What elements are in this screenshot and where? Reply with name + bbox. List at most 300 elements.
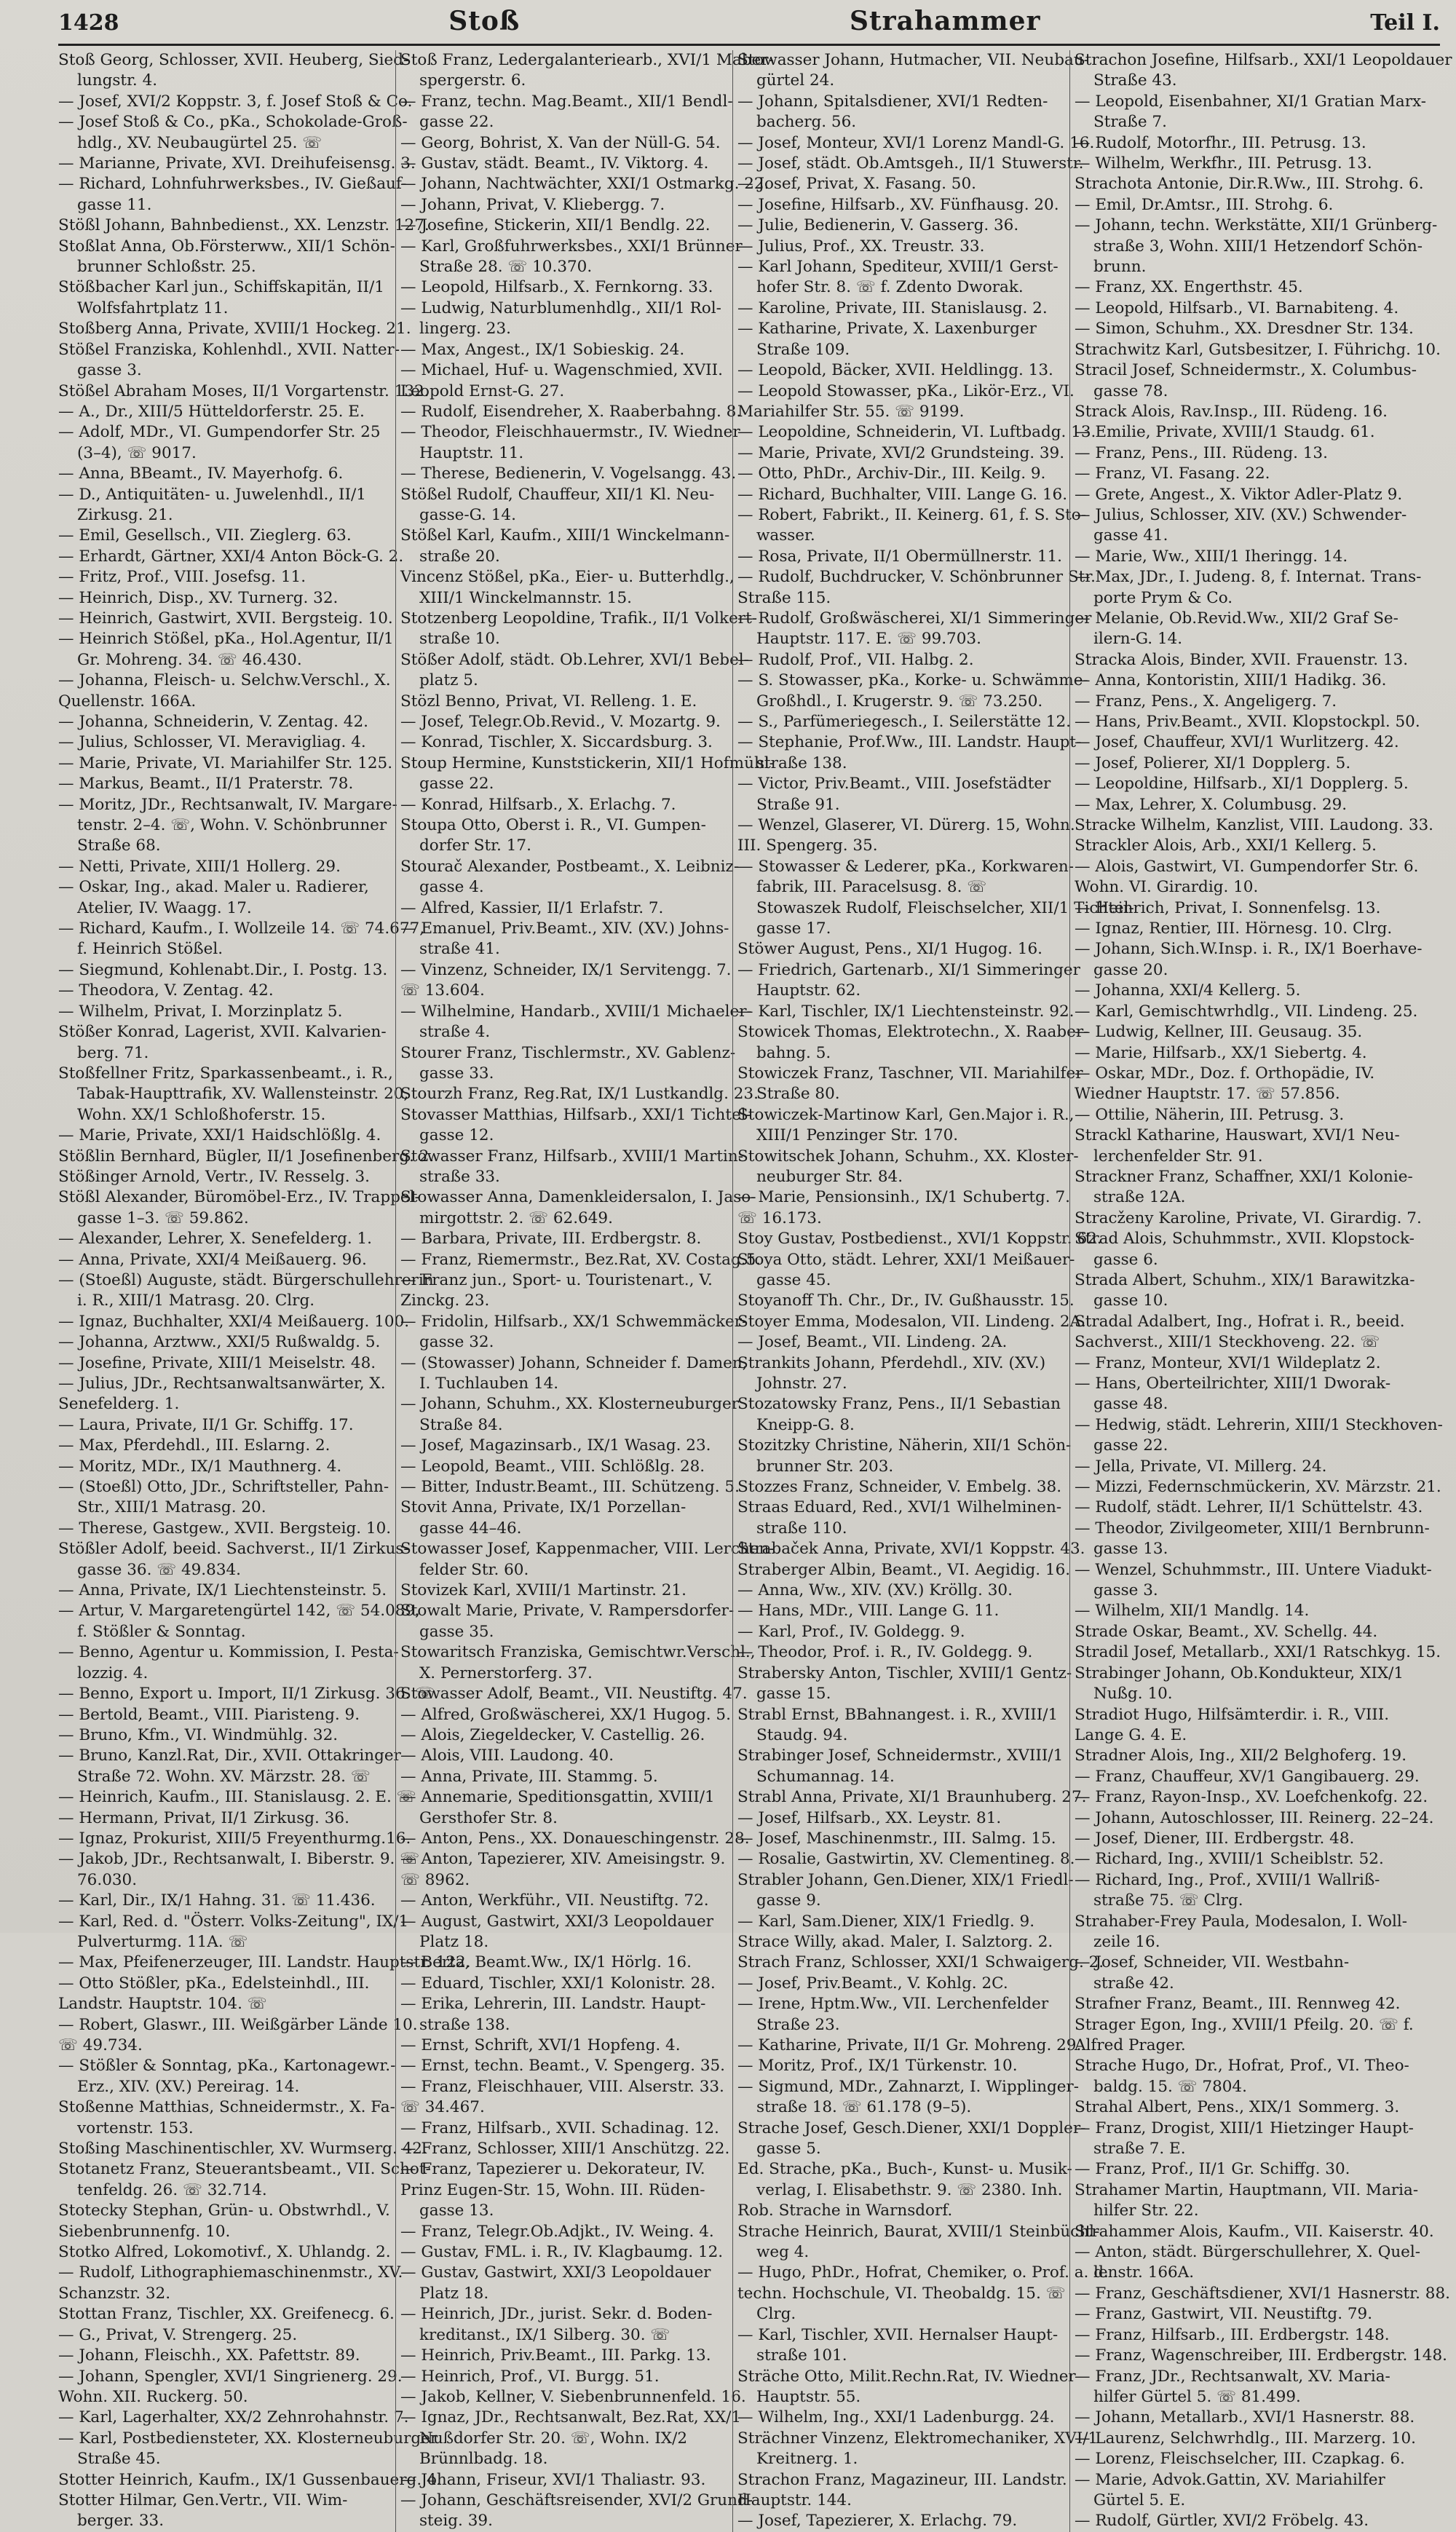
directory-line: Leopold Ernst-G. 27. (400, 381, 565, 400)
directory-line: — Emil, Dr.Amtsr., III. Strohg. 6. (1075, 195, 1334, 214)
directory-line: gasse 13. (419, 2201, 494, 2220)
directory-line: — Konrad, Tischler, X. Siccardsburg. 3. (400, 733, 713, 752)
directory-line: Strahal Albert, Pens., XIX/1 Sommerg. 3. (1075, 2098, 1400, 2117)
directory-line: straße 20. (419, 547, 500, 566)
directory-line: — Johann, Friseur, XVI/1 Thaliastr. 93. (400, 2470, 706, 2489)
directory-line: — Jakob, JDr., Rechtsanwalt, I. Biberstr. 9. ☏ (58, 1850, 420, 1869)
directory-line: — Max, Pfeifenerzeuger, III. Landstr. Hauptstr. 122. (58, 1953, 471, 1972)
directory-line: Stotko Alfred, Lokomotivf., X. Uhlandg. 2. (58, 2243, 391, 2262)
directory-line: — Marie, Private, VI. Mariahilfer Str. 125. (58, 753, 393, 772)
directory-line: gasse 20. (1093, 960, 1168, 979)
directory-line: — Bertold, Beamt., VIII. Piaristeng. 9. (58, 1705, 360, 1724)
directory-line: Strachwitz Karl, Gutsbesitzer, I. Führichg. 10. (1075, 340, 1441, 359)
directory-line: — Richard, Ing., Prof., XVIII/1 Wallriß- (1075, 1870, 1380, 1889)
directory-line: — Bitter, Industr.Beamt., III. Schützeng. 5. (400, 1478, 740, 1497)
directory-line: — Heinrich, Priv.Beamt., III. Parkg. 13. (400, 2346, 711, 2365)
directory-line: — Bruno, Kanzl.Rat, Dir., XVII. Ottakringer (58, 1746, 401, 1765)
directory-line: — Anna, Private, IX/1 Liechtensteinstr. 5. (58, 1581, 387, 1600)
directory-line: Strache Hugo, Dr., Hofrat, Prof., VI. Theo- (1075, 2057, 1409, 2076)
directory-line: dorfer Str. 17. (419, 836, 531, 855)
directory-line: — Rudolf, städt. Lehrer, II/1 Schüttelstr. 43. (1075, 1498, 1423, 1517)
directory-line: — Rudolf, Gürtler, XVI/2 Fröbelg. 43. (1075, 2512, 1369, 2531)
directory-line: — Sigmund, MDr., Zahnarzt, I. Wipplinger- (737, 2077, 1079, 2096)
directory-line: — Leopold, Hilfsarb., VI. Barnabiteng. 4. (1075, 298, 1399, 317)
directory-line: Stoyer Emma, Modesalon, VII. Lindeng. 2A. (737, 1312, 1086, 1331)
directory-line: — Stowasser & Lederer, pKa., Korkwaren- (737, 857, 1075, 876)
directory-line: Stotter Heinrich, Kaufm., IX/1 Gussenbauerg. 4. (58, 2470, 442, 2489)
directory-line: — Gustav, FML. i. R., IV. Klagbaumg. 12. (400, 2243, 724, 2262)
directory-line: — Therese, Bedienerin, V. Vogelsangg. 43. (400, 464, 737, 483)
directory-line: Stotanetz Franz, Steuerantsbeamt., VII. Schot- (58, 2160, 431, 2179)
directory-line: XIII/1 Winckelmannstr. 15. (419, 588, 633, 607)
directory-line: — Theodor, Fleischhauermstr., IV. Wiedner (400, 423, 740, 442)
directory-line: Platz 18. (419, 2284, 489, 2303)
directory-line: — Johann, Spengler, XVI/1 Singrienerg. 29. (58, 2367, 403, 2386)
directory-line: Hauptstr. 62. (756, 981, 861, 1000)
directory-line: gasse 5. (756, 2140, 821, 2159)
directory-line: — Karl, Großfuhrwerksbes., XXI/1 Brünner (400, 237, 743, 256)
directory-line: Schumannag. 14. (756, 1767, 895, 1786)
directory-line: — Hedwig, städt. Lehrerin, XIII/1 Steckhoven- (1075, 1415, 1443, 1434)
directory-line: — Rudolf, Eisendreher, X. Raaberbahng. 8. (400, 402, 742, 421)
directory-line: — Max, JDr., I. Judeng. 8, f. Internat. Trans- (1075, 568, 1422, 587)
directory-line: ☏ 8962. (400, 1870, 470, 1889)
directory-line: — Georg, Bohrist, X. Van der Nüll-G. 54. (400, 133, 721, 152)
directory-line: — Erhardt, Gärtner, XXI/4 Anton Böck-G. 2. (58, 547, 404, 566)
directory-line: — August, Gastwirt, XXI/3 Leopoldauer (400, 1912, 714, 1931)
directory-line: Landstr. Hauptstr. 104. ☏ (58, 1995, 267, 2014)
directory-line: — Wenzel, Schuhmmstr., III. Untere Viadukt- (1075, 1560, 1432, 1579)
directory-line: Straße 80. (756, 1085, 840, 1104)
directory-line: — Heinrich, Disp., XV. Turnerg. 32. (58, 588, 339, 607)
directory-line: Stourač Alexander, Postbeamt., X. Leibniz- (400, 857, 740, 876)
directory-line: gasse 41. (1093, 526, 1168, 545)
directory-line: — Karl, Postbediensteter, XX. Klosterneuburger (58, 2429, 438, 2448)
directory-line: lozzig. 4. (77, 1663, 149, 1682)
directory-line: — Hugo, PhDr., Hofrat, Chemiker, o. Prof. a. d. (737, 2263, 1109, 2282)
directory-line: Stowicek Thomas, Elektrotechn., X. Raaber- (737, 1023, 1089, 1042)
directory-line: gasse 48. (1093, 1395, 1168, 1414)
directory-line: berg. 71. (77, 1043, 149, 1062)
directory-line: — Franz, Chauffeur, XV/1 Gangibauerg. 29. (1075, 1767, 1420, 1786)
directory-line: — Wilhelmine, Handarb., XVIII/1 Michaeler- (400, 1002, 752, 1021)
directory-line: ☏ 34.467. (400, 2098, 485, 2117)
directory-line: (3–4), ☏ 9017. (77, 443, 197, 462)
directory-line: — Max, Angest., IX/1 Sobieskig. 24. (400, 340, 685, 359)
directory-line: Stoßfellner Fritz, Sparkassenbeamt., i. R., (58, 1064, 393, 1083)
directory-line: — Ludwig, Naturblumenhdlg., XII/1 Rol- (400, 298, 721, 317)
directory-line: Stößel Karl, Kaufm., XIII/1 Winckelmann- (400, 526, 730, 545)
directory-line: — Franz, Rayon-Insp., XV. Loefchenkofg. 22. (1075, 1788, 1428, 1807)
directory-line: — Johann, Sich.W.Insp. i. R., IX/1 Boerhave- (1075, 940, 1423, 959)
directory-line: — Jella, Private, VI. Millerg. 24. (1075, 1457, 1327, 1476)
directory-line: ☏ 16.173. (737, 1208, 822, 1227)
directory-line: Staudg. 94. (756, 1725, 848, 1744)
directory-line: Stößel Franziska, Kohlenhdl., XVII. Natter- (58, 340, 400, 359)
directory-line: Strahamer Martin, Hauptmann, VII. Maria- (1075, 2180, 1419, 2199)
directory-line: — Annemarie, Speditionsgattin, XVIII/1 (400, 1788, 715, 1807)
directory-line: Strackner Franz, Schaffner, XXI/1 Kolonie- (1075, 1167, 1413, 1186)
directory-line: — Johann, Nachtwächter, XXI/1 Ostmarkg. 22. (400, 175, 769, 194)
directory-line: — Josef, Monteur, XVI/1 Lorenz Mandl-G. 16. (737, 133, 1095, 152)
directory-line: — Franz, JDr., Rechtsanwalt, XV. Maria- (1075, 2367, 1390, 2386)
directory-line: Kneipp-G. 8. (756, 1415, 855, 1434)
directory-line: porte Prym & Co. (1093, 588, 1233, 607)
directory-line: gasse 15. (756, 1685, 831, 1704)
directory-line: Stowaritsch Franziska, Gemischtwr.Verschl., (400, 1643, 756, 1662)
directory-line: Straße 91. (756, 795, 840, 814)
directory-line: gasse 44–46. (419, 1519, 522, 1538)
directory-line: — Alfred, Kassier, II/1 Erlafstr. 7. (400, 898, 664, 917)
directory-line: Stowaszek Rudolf, Fleischselcher, XII/1 Tichtel- (756, 898, 1134, 917)
directory-line: — Leopold, Eisenbahner, XI/1 Gratian Marx- (1075, 92, 1427, 111)
page-header (58, 6, 1440, 46)
directory-line: Str., XIII/1 Matrasg. 20. (77, 1498, 266, 1517)
directory-line: — G., Privat, V. Strengerg. 25. (58, 2325, 298, 2344)
directory-line: Platz 18. (419, 1932, 489, 1951)
directory-line: — Alfred, Großwäscherei, XX/1 Hugog. 5. (400, 1705, 731, 1724)
directory-line: Stourzh Franz, Reg.Rat, IX/1 Lustkandlg. 23. (400, 1085, 759, 1104)
directory-line: Strackler Alois, Arb., XXI/1 Kellerg. 5. (1075, 836, 1377, 855)
directory-line: — Theodor, Zivilgeometer, XIII/1 Bernbrunn- (1075, 1519, 1430, 1538)
directory-line: — Marie, Advok.Gattin, XV. Mariahilfer (1075, 2470, 1385, 2489)
directory-line: — Wilhelm, Ing., XXI/1 Ladenburgg. 24. (737, 2408, 1055, 2427)
directory-line: — Rudolf, Lithographiemaschinenmstr., XV. (58, 2263, 403, 2282)
directory-line: Ed. Strache, pKa., Buch-, Kunst- u. Musik- (737, 2160, 1072, 2179)
directory-line: straße 101. (756, 2346, 847, 2365)
directory-line: Stozzes Franz, Schneider, V. Embelg. 38. (737, 1478, 1062, 1497)
directory-line: — Karl, Tischler, IX/1 Liechtensteinstr. 92. (737, 1002, 1075, 1021)
directory-line: — Josef, XVI/2 Koppstr. 3, f. Josef Stoß & Co. (58, 92, 413, 111)
directory-line: — Konrad, Hilfsarb., X. Erlachg. 7. (400, 795, 676, 814)
directory-line: — Franz, Gastwirt, VII. Neustiftg. 79. (1075, 2305, 1373, 2324)
directory-line: — Heinrich, Kaufm., III. Stanislausg. 2. E. ☏ (58, 1788, 416, 1807)
directory-line: Sachverst., XIII/1 Steckhoveng. 22. ☏ (1075, 1333, 1380, 1352)
directory-line: — Richard, Buchhalter, VIII. Lange G. 16. (737, 485, 1068, 504)
directory-line: — Franz, VI. Fasang. 22. (1075, 464, 1270, 483)
directory-line: — Benno, Export u. Import, II/1 Zirkusg. 36. ☏ (58, 1685, 435, 1704)
directory-line: — Johanna, XXI/4 Kellerg. 5. (1075, 981, 1301, 1000)
directory-line: Stoß Franz, Ledergalanteriearb., XVI/1 Maber- (400, 51, 774, 69)
directory-line: Straße 72. Wohn. XV. Märzstr. 28. ☏ (77, 1767, 371, 1786)
directory-line: Wohn. XII. Ruckerg. 50. (58, 2387, 248, 2406)
directory-line: Tabak-Haupttrafik, XV. Wallensteinstr. 20, (77, 1085, 409, 1104)
directory-line: — Ludwig, Kellner, III. Geusaug. 35. (1075, 1023, 1363, 1042)
directory-line: hilfer Str. 22. (1093, 2201, 1199, 2220)
directory-line: gasse 78. (1093, 381, 1168, 400)
directory-line: Gr. Mohreng. 34. ☏ 46.430. (77, 650, 302, 669)
directory-line: Straas Eduard, Red., XVI/1 Wilhelminen- (737, 1498, 1062, 1517)
directory-line: — Josef Stoß & Co., pKa., Schokolade-Groß- (58, 113, 408, 132)
directory-line: Wohn. VI. Girardig. 10. (1075, 878, 1259, 897)
directory-line: — Stephanie, Prof.Ww., III. Landstr. Haupt- (737, 733, 1082, 752)
directory-line: Stotzenberg Leopoldine, Trafik., II/1 Volkert- (400, 609, 757, 628)
directory-line: — Johann, Geschäftsreisender, XVI/2 Grund- (400, 2491, 753, 2509)
directory-line: Strack Alois, Rav.Insp., III. Rüdeng. 16. (1075, 402, 1388, 421)
directory-line: — Marie, Ww., XIII/1 Iheringg. 14. (1075, 547, 1348, 566)
directory-line: — Oskar, Ing., akad. Maler u. Radierer, (58, 878, 369, 897)
directory-line: Strachon Franz, Magazineur, III. Landstr. (737, 2470, 1067, 2489)
directory-line: Strach Franz, Schlosser, XXI/1 Schwaigerg. 2. (737, 1953, 1104, 1972)
directory-line: — Therese, Gastgew., XVII. Bergsteig. 10. (58, 1519, 392, 1538)
directory-line: Strabinger Johann, Ob.Kondukteur, XIX/1 (1075, 1663, 1404, 1682)
directory-line: gasse 45. (756, 1270, 831, 1289)
directory-line: — Julius, JDr., Rechtsanwaltsanwärter, X. (58, 1374, 386, 1393)
directory-line: wasser. (756, 526, 815, 545)
directory-line: — S., Parfümeriegesch., I. Seilerstätte 12. (737, 713, 1071, 731)
directory-line: — Franz, Telegr.Ob.Adjkt., IV. Weing. 4. (400, 2222, 714, 2241)
directory-line: — Melanie, Ob.Revid.Ww., XII/2 Graf Se- (1075, 609, 1398, 628)
directory-line: i. R., XIII/1 Matrasg. 20. Clrg. (77, 1291, 315, 1310)
directory-line: Stowalt Marie, Private, V. Rampersdorfer- (400, 1602, 735, 1621)
directory-line: — Ottilie, Näherin, III. Petrusg. 3. (1075, 1105, 1345, 1124)
directory-line: Wolfsfahrtplatz 11. (77, 298, 229, 317)
directory-line: — Katharine, Private, X. Laxenburger (737, 320, 1037, 339)
directory-line: — Josef, Diener, III. Erdbergstr. 48. (1075, 1829, 1355, 1848)
directory-line: Stradal Adalbert, Ing., Hofrat i. R., beeid. (1075, 1312, 1405, 1331)
directory-line: Kreitnerg. 1. (756, 2450, 858, 2469)
directory-line: Stowasser Franz, Hilfsarb., XVIII/1 Martin- (400, 1147, 743, 1166)
directory-line: — Leopoldine, Schneiderin, VI. Luftbadg. 13. (737, 423, 1096, 442)
directory-line: gasse 33. (419, 1064, 494, 1083)
directory-line: — Karl, Prof., IV. Goldegg. 9. (737, 1622, 965, 1641)
directory-line: steig. 39. (419, 2512, 493, 2531)
directory-line: gasse 35. (419, 1622, 494, 1641)
directory-line: gasse 13. (1093, 1540, 1168, 1559)
directory-line: Stozitzky Christine, Näherin, XII/1 Schön- (737, 1436, 1072, 1455)
directory-line: — Franz, techn. Mag.Beamt., XII/1 Bendl- (400, 92, 733, 111)
directory-line: baldg. 15. ☏ 7804. (1093, 2077, 1247, 2096)
directory-line: — Theodora, V. Zentag. 42. (58, 981, 274, 1000)
directory-line: — Alois, Ziegeldecker, V. Castellig. 26. (400, 1725, 705, 1744)
directory-line: — Eduard, Tischler, XXI/1 Kolonistr. 28. (400, 1974, 716, 1993)
directory-line: — Ernst, techn. Beamt., V. Spengerg. 35. (400, 2057, 726, 2076)
directory-line: zeile 16. (1093, 1932, 1160, 1951)
directory-line: straße 18. ☏ 61.178 (9–5). (756, 2098, 972, 2117)
directory-line: Strackl Katharine, Hauswart, XVI/1 Neu- (1075, 1126, 1400, 1145)
directory-line: Atelier, IV. Waagg. 17. (77, 898, 252, 917)
directory-line: — Emil, Gesellsch., VII. Zieglerg. 63. (58, 526, 352, 545)
directory-line: — Richard, Ing., XVIII/1 Scheiblstr. 52. (1075, 1850, 1384, 1869)
column-4 (1069, 50, 1452, 2532)
directory-line: weg 4. (756, 2243, 810, 2262)
directory-line: — Robert, Glaswr., III. Weißgärber Lände 10. (58, 2015, 418, 2034)
directory-line: — Alexander, Lehrer, X. Senefelderg. 1. (58, 1230, 373, 1249)
directory-line: — (Stowasser) Johann, Schneider f. Damen, (400, 1353, 748, 1372)
directory-line: — Rudolf, Buchdrucker, V. Schönbrunner Str. (737, 568, 1096, 587)
directory-line: — Moritz, MDr., IX/1 Mauthnerg. 4. (58, 1457, 342, 1476)
directory-line: Stozatowsky Franz, Pens., II/1 Sebastian (737, 1395, 1061, 1414)
directory-line: f. Stößler & Sonntag. (77, 1622, 246, 1641)
directory-line: — Anton, städt. Bürgerschullehrer, X. Quel- (1075, 2243, 1421, 2262)
directory-line: fabrik, III. Paracelsusg. 8. ☏ (756, 878, 987, 897)
directory-line: — Karl, Gemischtwrhdlg., VII. Lindeng. 25. (1075, 1002, 1418, 1021)
directory-line: straße 33. (419, 1167, 500, 1186)
directory-line: — Johann, Schuhm., XX. Klosterneuburger (400, 1395, 740, 1414)
directory-line: — Karl, Red. d. "Österr. Volks-Zeitung", IX/1 (58, 1912, 409, 1931)
directory-line: Straße 84. (419, 1415, 503, 1434)
directory-line: gürtel 24. (756, 71, 835, 90)
directory-line: — Johann, techn. Werkstätte, XII/1 Grünberg- (1075, 216, 1438, 235)
directory-line: Mariahilfer Str. 55. ☏ 9199. (737, 402, 965, 421)
directory-line: — Josef, Privat, X. Fasang. 50. (737, 175, 976, 194)
directory-columns (58, 50, 1452, 2531)
directory-line: straße 75. ☏ Clrg. (1093, 1891, 1243, 1910)
directory-line: Hauptstr. 11. (419, 443, 524, 462)
directory-line: — Marie, Private, XXI/1 Haidschlößlg. 4. (58, 1126, 381, 1145)
directory-line: — Rudolf, Motorfhr., III. Petrusg. 13. (1075, 133, 1366, 152)
directory-line: hofer Str. 8. ☏ f. Zdento Dworak. (756, 278, 1024, 297)
directory-line: gasse 11. (77, 195, 152, 214)
directory-line: — Julie, Bedienerin, V. Gasserg. 36. (737, 216, 1019, 235)
directory-line: tenstr. 2–4. ☏, Wohn. V. Schönbrunner (77, 816, 387, 835)
directory-line: — Anna, Kontoristin, XIII/1 Hadikg. 36. (1075, 671, 1387, 690)
directory-line: — Bruno, Kfm., VI. Windmühlg. 32. (58, 1725, 339, 1744)
directory-line: — Hans, Priv.Beamt., XVII. Klopstockpl. 50. (1075, 713, 1420, 731)
directory-line: — Wilhelm, Privat, I. Morzinplatz 5. (58, 1002, 343, 1021)
directory-line: Zirkusg. 21. (77, 505, 173, 524)
directory-line: gasse 1–3. ☏ 59.862. (77, 1208, 249, 1227)
directory-line: straße 110. (756, 1519, 847, 1538)
directory-line: — Rudolf, Großwäscherei, XI/1 Simmeringer (737, 609, 1092, 628)
directory-line: — Stößler & Sonntag, pKa., Kartonagewr.- (58, 2057, 396, 2076)
column-2 (395, 50, 775, 2532)
directory-line: — Heinrich, JDr., jurist. Sekr. d. Boden- (400, 2305, 713, 2324)
directory-line: — Johann, Autoschlosser, III. Reinerg. 22–24. (1075, 1808, 1434, 1827)
directory-line: — Emilie, Private, XVIII/1 Staudg. 61. (1075, 423, 1375, 442)
directory-line: techn. Hochschule, VI. Theobaldg. 15. ☏ (737, 2284, 1066, 2303)
directory-line: Stößel Abraham Moses, II/1 Vorgartenstr. 132. (58, 381, 430, 400)
directory-line: gasse 32. (419, 1333, 494, 1352)
directory-line: Johnstr. 27. (756, 1374, 847, 1393)
directory-line: — Barbara, Private, III. Erdbergstr. 8. (400, 1230, 702, 1249)
directory-line: — Franz, Drogist, XIII/1 Hietzinger Haupt- (1075, 2118, 1414, 2137)
directory-line: Nußdorfer Str. 20. ☏, Wohn. IX/2 (419, 2429, 687, 2448)
directory-line: Stößer Konrad, Lagerist, XVII. Kalvarien- (58, 1023, 387, 1042)
directory-line: — Vinzenz, Schneider, IX/1 Servitengg. 7. (400, 960, 732, 979)
directory-line: Strachon Josefine, Hilfsarb., XXI/1 Leopoldauer (1075, 51, 1452, 69)
directory-line: — Marie, Hilfsarb., XX/1 Siebertg. 4. (1075, 1043, 1367, 1062)
directory-line: Stoya Otto, städt. Lehrer, XXI/1 Meißauer- (737, 1250, 1075, 1269)
directory-line: Straße 68. (77, 836, 161, 855)
directory-line: — Berta, Beamt.Ww., IX/1 Hörlg. 16. (400, 1953, 692, 1972)
directory-line: — Josef, Telegr.Ob.Revid., V. Mozartg. 9. (400, 713, 721, 731)
directory-line: lerchenfelder Str. 91. (1093, 1147, 1263, 1166)
directory-line: gasse 9. (756, 1891, 821, 1910)
directory-line: Stößer Adolf, städt. Ob.Lehrer, XVI/1 Bebel- (400, 650, 749, 669)
directory-line: spergerstr. 6. (419, 71, 526, 90)
directory-line: Stößinger Arnold, Vertr., IV. Resselg. 3. (58, 1167, 370, 1186)
directory-line: — Hans, MDr., VIII. Lange G. 11. (737, 1602, 1000, 1621)
directory-line: — Johann, Metallarb., XVI/1 Hasnerstr. 88. (1075, 2408, 1415, 2427)
directory-line: — Laurenz, Selchwrhdlg., III. Marzerg. 10. (1075, 2429, 1416, 2448)
directory-line: Strad Alois, Schuhmmstr., XVII. Klopstock- (1075, 1230, 1415, 1249)
directory-line: — Rosalie, Gastwirtin, XV. Clementineg. 8. (737, 1850, 1075, 1869)
directory-line: Gersthofer Str. 8. (419, 1808, 558, 1827)
directory-line: gasse-G. 14. (419, 505, 516, 524)
directory-line: Stracil Josef, Schneidermstr., X. Columbus- (1075, 361, 1417, 380)
directory-line: — Ignaz, Buchhalter, XXI/4 Meißauerg. 100. (58, 1312, 410, 1331)
directory-line: — Johann, Fleischh., XX. Pafettstr. 89. (58, 2346, 360, 2365)
directory-line: — Franz, Tapezierer u. Dekorateur, IV. (400, 2160, 705, 2179)
directory-line: X. Pernerstorferg. 37. (419, 1663, 593, 1682)
directory-line: — Netti, Private, XIII/1 Hollerg. 29. (58, 857, 341, 876)
directory-line: Strache Heinrich, Baurat, XVIII/1 Steinbüchl- (737, 2222, 1100, 2241)
directory-line: — Heinrich, Privat, I. Sonnenfelsg. 13. (1075, 898, 1381, 917)
directory-line: neuburger Str. 84. (756, 1167, 903, 1186)
directory-line: straße 41. (419, 940, 500, 959)
directory-line: Stottan Franz, Tischler, XX. Greifenecg. 6. (58, 2305, 395, 2324)
directory-line: — Leopold, Beamt., VIII. Schlößlg. 28. (400, 1457, 705, 1476)
directory-line: Wohn. XX/1 Schloßhoferstr. 15. (77, 1105, 326, 1124)
directory-line: — Richard, Lohnfuhrwerksbes., IV. Gießauf- (58, 175, 407, 194)
directory-line: — Johanna, Schneiderin, V. Zentag. 42. (58, 713, 368, 731)
directory-line: I. Tuchlauben 14. (419, 1374, 559, 1393)
directory-line: — Anton, Pens., XX. Donaueschingenstr. 28. (400, 1829, 750, 1848)
directory-line: — Adolf, MDr., VI. Gumpendorfer Str. 25 (58, 423, 381, 442)
directory-line: — Heinrich Stößel, pKa., Hol.Agentur, II/1 (58, 630, 394, 649)
directory-line: — Alois, Gastwirt, VI. Gumpendorfer Str. 6. (1075, 857, 1419, 876)
directory-line: — Johann, Spitalsdiener, XVI/1 Redten- (737, 92, 1048, 111)
directory-line: Prinz Eugen-Str. 15, Wohn. III. Rüden- (400, 2180, 705, 2199)
directory-line: verlag, I. Elisabethstr. 9. ☏ 2380. Inh. (756, 2180, 1063, 2199)
directory-line: Stößl Johann, Bahnbedienst., XX. Lenzstr. 127. (58, 216, 430, 235)
directory-line: Strabler Johann, Gen.Diener, XIX/1 Friedl- (737, 1870, 1074, 1889)
directory-line: — Karl, Lagerhalter, XX/2 Zehnrohahnstr. 7. (58, 2408, 409, 2427)
directory-line: — Wilhelm, Werkfhr., III. Petrusg. 13. (1075, 154, 1372, 173)
directory-line: Stowasser Adolf, Beamt., VII. Neustiftg. 47. (400, 1685, 748, 1704)
directory-line: — Julius, Schlosser, XIV. (XV.) Schwender- (1075, 505, 1407, 524)
directory-line: tenfeldg. 26. ☏ 32.714. (77, 2180, 267, 2199)
directory-line: gasse 36. ☏ 49.834. (77, 1560, 242, 1579)
directory-line: — A., Dr., XIII/5 Hütteldorferstr. 25. E. (58, 402, 365, 421)
directory-line: Stovizek Karl, XVIII/1 Martinstr. 21. (400, 1581, 687, 1600)
directory-line: Rob. Strache in Warnsdorf. (737, 2201, 953, 2220)
directory-line: — Marie, Private, XVI/2 Grundsteing. 39. (737, 443, 1065, 462)
left-running-head: Stoß (448, 6, 521, 36)
directory-line: Stradiot Hugo, Hilfsämterdir. i. R., VIII. (1075, 1705, 1390, 1724)
directory-line: ☏ 49.734. (58, 2036, 143, 2054)
directory-line: Stovit Anna, Private, IX/1 Porzellan- (400, 1498, 687, 1517)
directory-line: — Johanna, Fleisch- u. Selchw.Verschl., X. (58, 671, 391, 690)
directory-line: — Anton, Tapezierer, XIV. Ameisingstr. 9. (400, 1850, 726, 1869)
directory-line: — Franz, Monteur, XVI/1 Wildeplatz 2. (1075, 1353, 1381, 1372)
directory-line: straße 12A. (1093, 1188, 1186, 1207)
directory-line: — Franz, Hilfsarb., XVII. Schadinag. 12. (400, 2118, 719, 2137)
directory-line: — Hermann, Privat, II/1 Zirkusg. 36. (58, 1808, 349, 1827)
directory-line: Stracženy Karoline, Private, VI. Girardig. 7. (1075, 1208, 1422, 1227)
directory-line: Hauptstr. 55. (756, 2387, 861, 2406)
directory-line: — Franz, Geschäftsdiener, XVI/1 Hasnerstr. 88. (1075, 2284, 1450, 2303)
directory-line: — Robert, Fabrikt., II. Keinerg. 61, f. S. Sto- (737, 505, 1087, 524)
directory-line: ☏ 13.604. (400, 981, 485, 1000)
directory-line: Straße 115. (737, 588, 831, 607)
directory-line: — Franz jun., Sport- u. Touristenart., V. (400, 1270, 713, 1289)
directory-line: Gürtel 5. E. (1093, 2491, 1186, 2509)
directory-line: Schanzstr. 32. (58, 2284, 171, 2303)
directory-line: — Max, Pferdehdl., III. Eslarng. 2. (58, 1436, 331, 1455)
directory-line: — Josef, Maschinenmstr., III. Salmg. 15. (737, 1829, 1056, 1848)
directory-line: 76.030. (77, 1870, 138, 1889)
directory-line: gasse 22. (419, 113, 494, 132)
directory-line: — Franz, Wagenschreiber, III. Erdbergstr. 148. (1075, 2346, 1447, 2365)
directory-line: — Julius, Schlosser, VI. Meravigliag. 4. (58, 733, 366, 752)
directory-line: Strada Albert, Schuhm., XIX/1 Barawitzka- (1075, 1270, 1415, 1289)
directory-line: Siebenbrunnenfg. 10. (58, 2222, 231, 2241)
directory-line: lingerg. 23. (419, 320, 511, 339)
directory-line: — Anna, Private, XXI/4 Meißauerg. 96. (58, 1250, 367, 1269)
directory-line: — Alois, VIII. Laudong. 40. (400, 1746, 614, 1765)
